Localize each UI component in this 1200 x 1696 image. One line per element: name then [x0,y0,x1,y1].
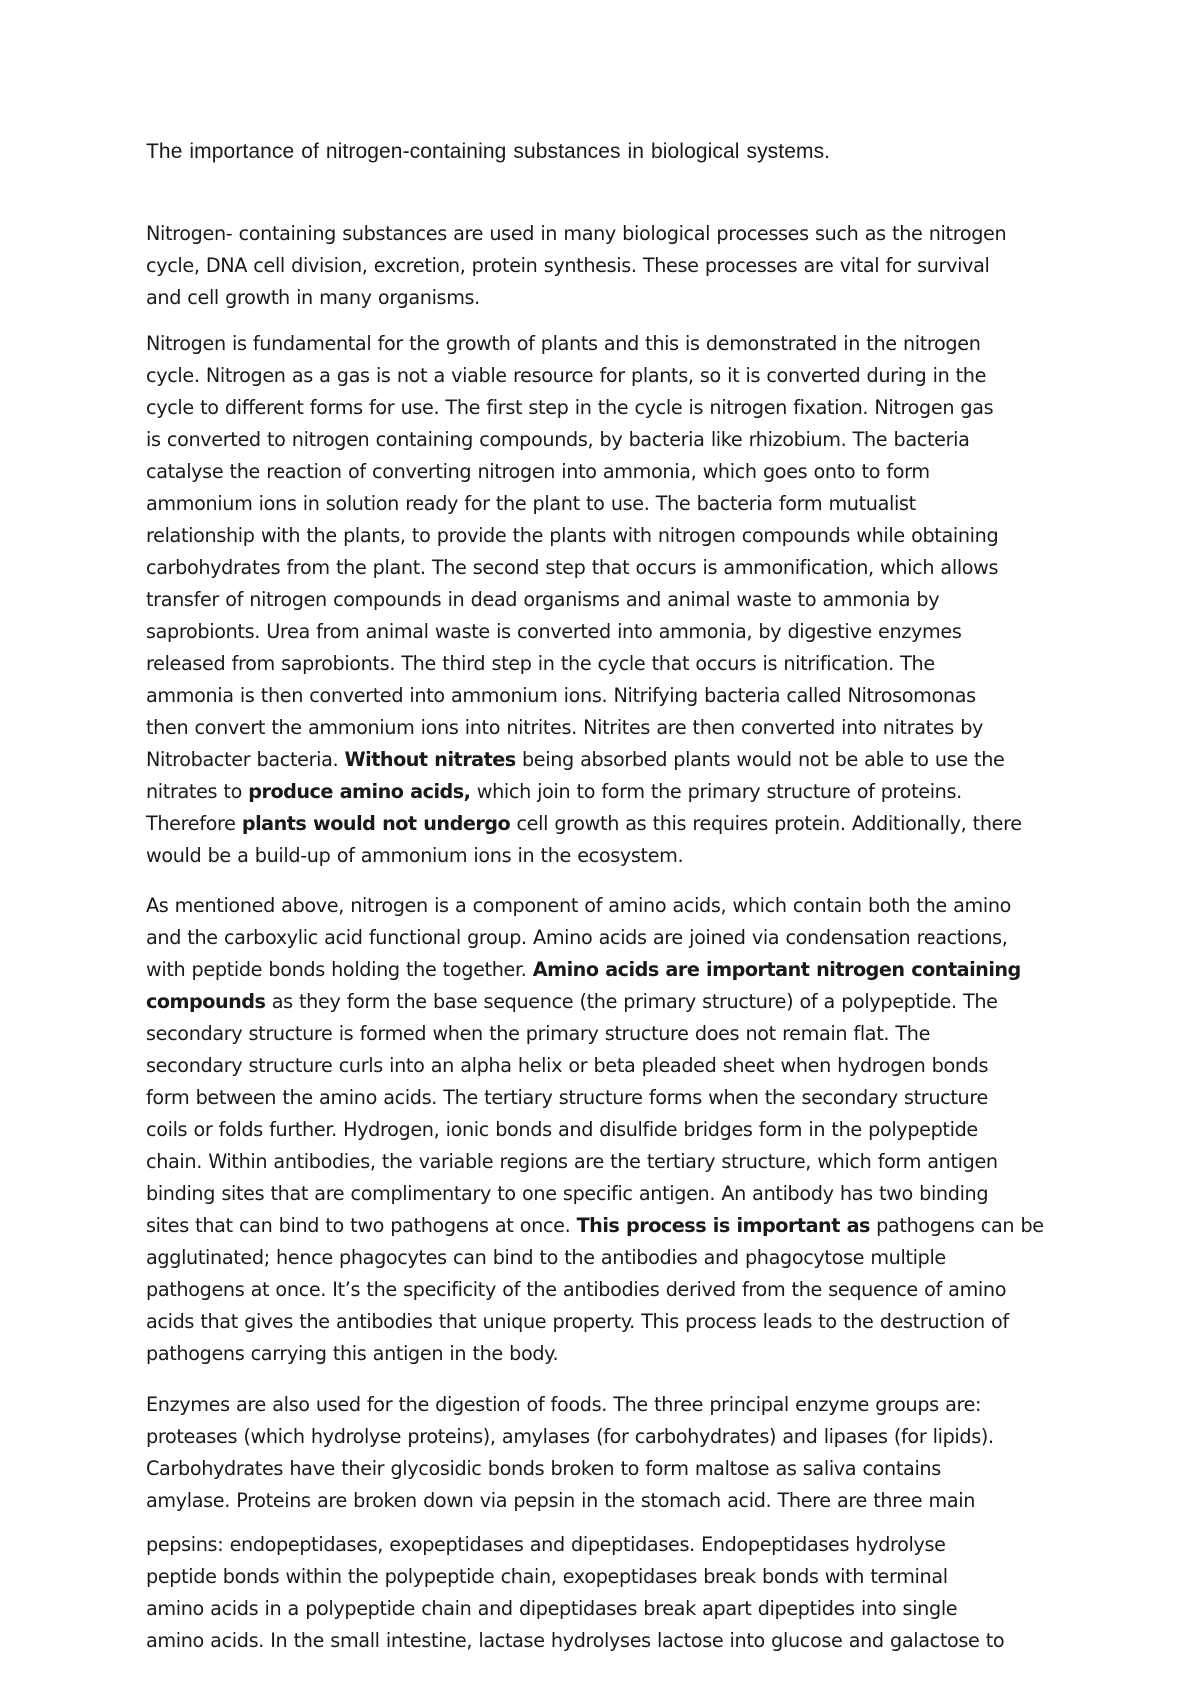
bold-emphasis: Amino acids are important nitrogen containing [532,958,1021,981]
text-run: Nitrobacter bacteria. [146,748,345,771]
text-line: chain. Within antibodies, the variable regions are the tertiary structure, which form antigen [146,1150,998,1173]
text-line [146,808,1076,840]
text-line: amino acids in a polypeptide chain and dipeptidases break apart dipeptides into single [146,1597,958,1620]
text-run: as they form the base sequence (the primary structure) of a polypeptide. The [265,990,998,1013]
text-line: relationship with the plants, to provide the plants with nitrogen compounds while obtaining [146,524,999,547]
text-line: amylase. Proteins are broken down via pepsin in the stomach acid. There are three main [146,1489,976,1512]
bold-emphasis: plants would not undergo [241,812,511,835]
text-line [146,954,1076,986]
text-line: carbohydrates from the plant. The second step that occurs is ammonification, which allows [146,556,999,579]
text-run: cell growth as this requires protein. Additionally, there [510,812,1022,835]
text-run: sites that can bind to two pathogens at once. [146,1214,577,1237]
text-run: with peptide bonds holding the together. [146,958,533,981]
text-line [146,744,1076,776]
bold-emphasis: Without nitrates [344,748,516,771]
text-run: Therefore [146,812,242,835]
bold-emphasis: produce amino acids, [248,780,471,803]
text-line: proteases (which hydrolyse proteins), amylases (for carbohydrates) and lipases (for lipids). [146,1425,994,1448]
text-line: cycle to different forms for use. The first step in the cycle is nitrogen fixation. Nitrogen gas [146,396,994,419]
paragraph-intro [146,218,1076,314]
text-line: is converted to nitrogen containing compounds, by bacteria like rhizobium. The bacteria [146,428,970,451]
text-line: cycle. Nitrogen as a gas is not a viable resource for plants, so it is converted during in the [146,364,987,387]
document-title: The importance of nitrogen-containing substances in biological systems. [146,140,831,163]
paragraph-pepsins [146,1529,1076,1657]
text-line: secondary structure is formed when the primary structure does not remain flat. The [146,1022,931,1045]
text-run: being absorbed plants would not be able to use the [515,748,1005,771]
text-run: which join to form the primary structure of proteins. [470,780,962,803]
text-line: coils or folds further. Hydrogen, ionic bonds and disulfide bridges form in the polypeptide [146,1118,978,1141]
text-line: secondary structure curls into an alpha helix or beta pleaded sheet when hydrogen bonds [146,1054,989,1077]
text-line: transfer of nitrogen compounds in dead organisms and animal waste to ammonia by [146,588,940,611]
paragraph-nitrogen-cycle [146,328,1076,872]
text-line [146,986,1076,1018]
text-line: saprobionts. Urea from animal waste is converted into ammonia, by digestive enzymes [146,620,962,643]
text-line: pathogens carrying this antigen in the body. [146,1342,559,1365]
text-line: Enzymes are also used for the digestion of foods. The three principal enzyme groups are: [146,1393,982,1416]
text-line: and cell growth in many organisms. [146,286,480,309]
paragraph-enzymes [146,1389,1076,1517]
paragraph-amino-acids [146,890,1076,1370]
text-line: peptide bonds within the polypeptide chain, exopeptidases break bonds with terminal [146,1565,948,1588]
text-line: binding sites that are complimentary to one specific antigen. An antibody has two binding [146,1182,989,1205]
text-line: then convert the ammonium ions into nitrites. Nitrites are then converted into nitrates by [146,716,984,739]
text-line: amino acids. In the small intestine, lactase hydrolyses lactose into glucose and galactose to [146,1629,1005,1652]
text-line: catalyse the reaction of converting nitrogen into ammonia, which goes onto to form [146,460,930,483]
text-line: ammonia is then converted into ammonium ions. Nitrifying bacteria called Nitrosomonas [146,684,976,707]
bold-emphasis: This process is important as [576,1214,870,1237]
text-line [146,1210,1076,1242]
text-line: pathogens at once. It’s the specificity of the antibodies derived from the sequence of amino [146,1278,1007,1301]
text-line: agglutinated; hence phagocytes can bind to the antibodies and phagocytose multiple [146,1246,946,1269]
text-line: form between the amino acids. The tertiary structure forms when the secondary structure [146,1086,988,1109]
text-line: and the carboxylic acid functional group. Amino acids are joined via condensation reactions, [146,926,1008,949]
text-run: pathogens can be [869,1214,1044,1237]
text-line: acids that gives the antibodies that unique property. This process leads to the destruction of [146,1310,1009,1333]
text-line: Carbohydrates have their glycosidic bonds broken to form maltose as saliva contains [146,1457,941,1480]
text-line: Nitrogen- containing substances are used in many biological processes such as the nitrogen [146,222,1007,245]
text-line: As mentioned above, nitrogen is a component of amino acids, which contain both the amino [146,894,1012,917]
text-line [146,776,1076,808]
text-line: ammonium ions in solution ready for the plant to use. The bacteria form mutualist [146,492,916,515]
text-line: pepsins: endopeptidases, exopeptidases and dipeptidases. Endopeptidases hydrolyse [146,1533,946,1556]
text-line: would be a build-up of ammonium ions in the ecosystem. [146,844,684,867]
text-line: released from saprobionts. The third step in the cycle that occurs is nitrification. The [146,652,935,675]
text-line: cycle, DNA cell division, excretion, protein synthesis. These processes are vital for survival [146,254,990,277]
bold-emphasis: compounds [146,990,266,1013]
text-run: nitrates to [146,780,249,803]
text-line: Nitrogen is fundamental for the growth of plants and this is demonstrated in the nitrogen [146,332,981,355]
